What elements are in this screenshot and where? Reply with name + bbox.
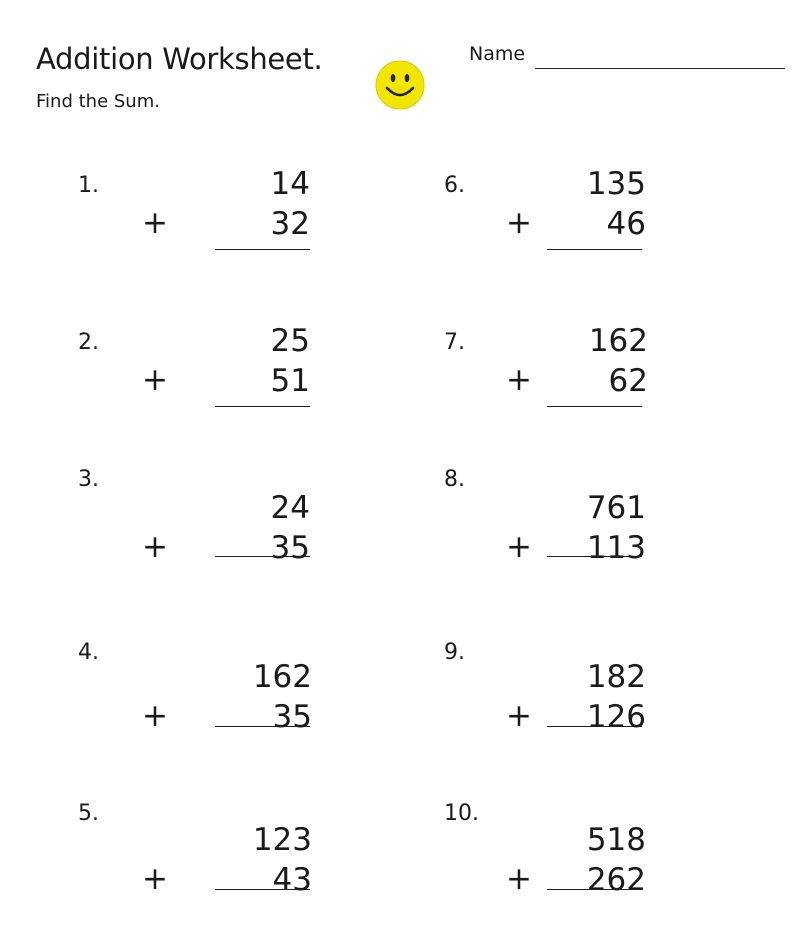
problem-number: 1. [78,173,99,198]
name-label: Name [469,43,526,65]
bottom-addend: 35 [270,530,310,566]
answer-line[interactable] [547,406,642,407]
problem-4 [78,640,318,750]
problem-1 [78,166,318,283]
plus-sign: + [506,529,532,565]
answer-line[interactable] [215,249,310,250]
top-addend: 761 [586,490,646,526]
problem-2 [78,323,318,440]
problem-number: 3. [78,467,99,492]
bottom-addend: 46 [606,206,646,242]
answer-line[interactable] [215,889,310,890]
top-addend: 162 [588,323,648,359]
problem-5 [78,801,318,911]
problem-number: 5. [78,801,99,826]
plus-sign: + [506,362,532,398]
top-addend: 135 [586,166,646,202]
answer-line[interactable] [215,406,310,407]
problem-number: 7. [444,330,465,355]
problem-number: 4. [78,640,99,665]
plus-sign: + [142,205,168,241]
top-addend: 24 [270,490,310,526]
bottom-addend: 62 [608,363,648,399]
name-field-line[interactable] [535,68,785,69]
bottom-addend: 35 [272,699,312,735]
bottom-addend: 43 [272,862,312,898]
top-addend: 25 [270,323,310,359]
problem-number: 2. [78,330,99,355]
smiley-face-icon [374,59,426,111]
top-addend: 518 [586,822,646,858]
worksheet-instructions: Find the Sum. [36,91,160,112]
problem-6 [444,166,684,283]
plus-sign: + [142,698,168,734]
plus-sign: + [142,529,168,565]
problem-number: 8. [444,467,465,492]
plus-sign: + [506,205,532,241]
problem-number: 6. [444,173,465,198]
top-addend: 162 [252,659,312,695]
problem-7 [444,323,684,440]
answer-line[interactable] [215,726,310,727]
problem-number: 9. [444,640,465,665]
plus-sign: + [142,861,168,897]
bottom-addend: 126 [586,699,646,735]
answer-line[interactable] [547,726,642,727]
plus-sign: + [142,362,168,398]
bottom-addend: 32 [270,206,310,242]
top-addend: 182 [586,659,646,695]
answer-line[interactable] [547,249,642,250]
plus-sign: + [506,698,532,734]
top-addend: 14 [270,166,310,202]
top-addend: 123 [252,822,312,858]
plus-sign: + [506,861,532,897]
bottom-addend: 113 [586,530,646,566]
problem-10 [444,801,684,911]
answer-line[interactable] [215,556,310,557]
worksheet-title: Addition Worksheet. [36,42,323,76]
problem-9 [444,640,684,750]
problem-number: 10. [444,801,479,826]
problem-8 [444,467,684,577]
answer-line[interactable] [547,556,642,557]
problem-3 [78,467,318,577]
bottom-addend: 262 [586,862,646,898]
bottom-addend: 51 [270,363,310,399]
answer-line[interactable] [547,889,642,890]
